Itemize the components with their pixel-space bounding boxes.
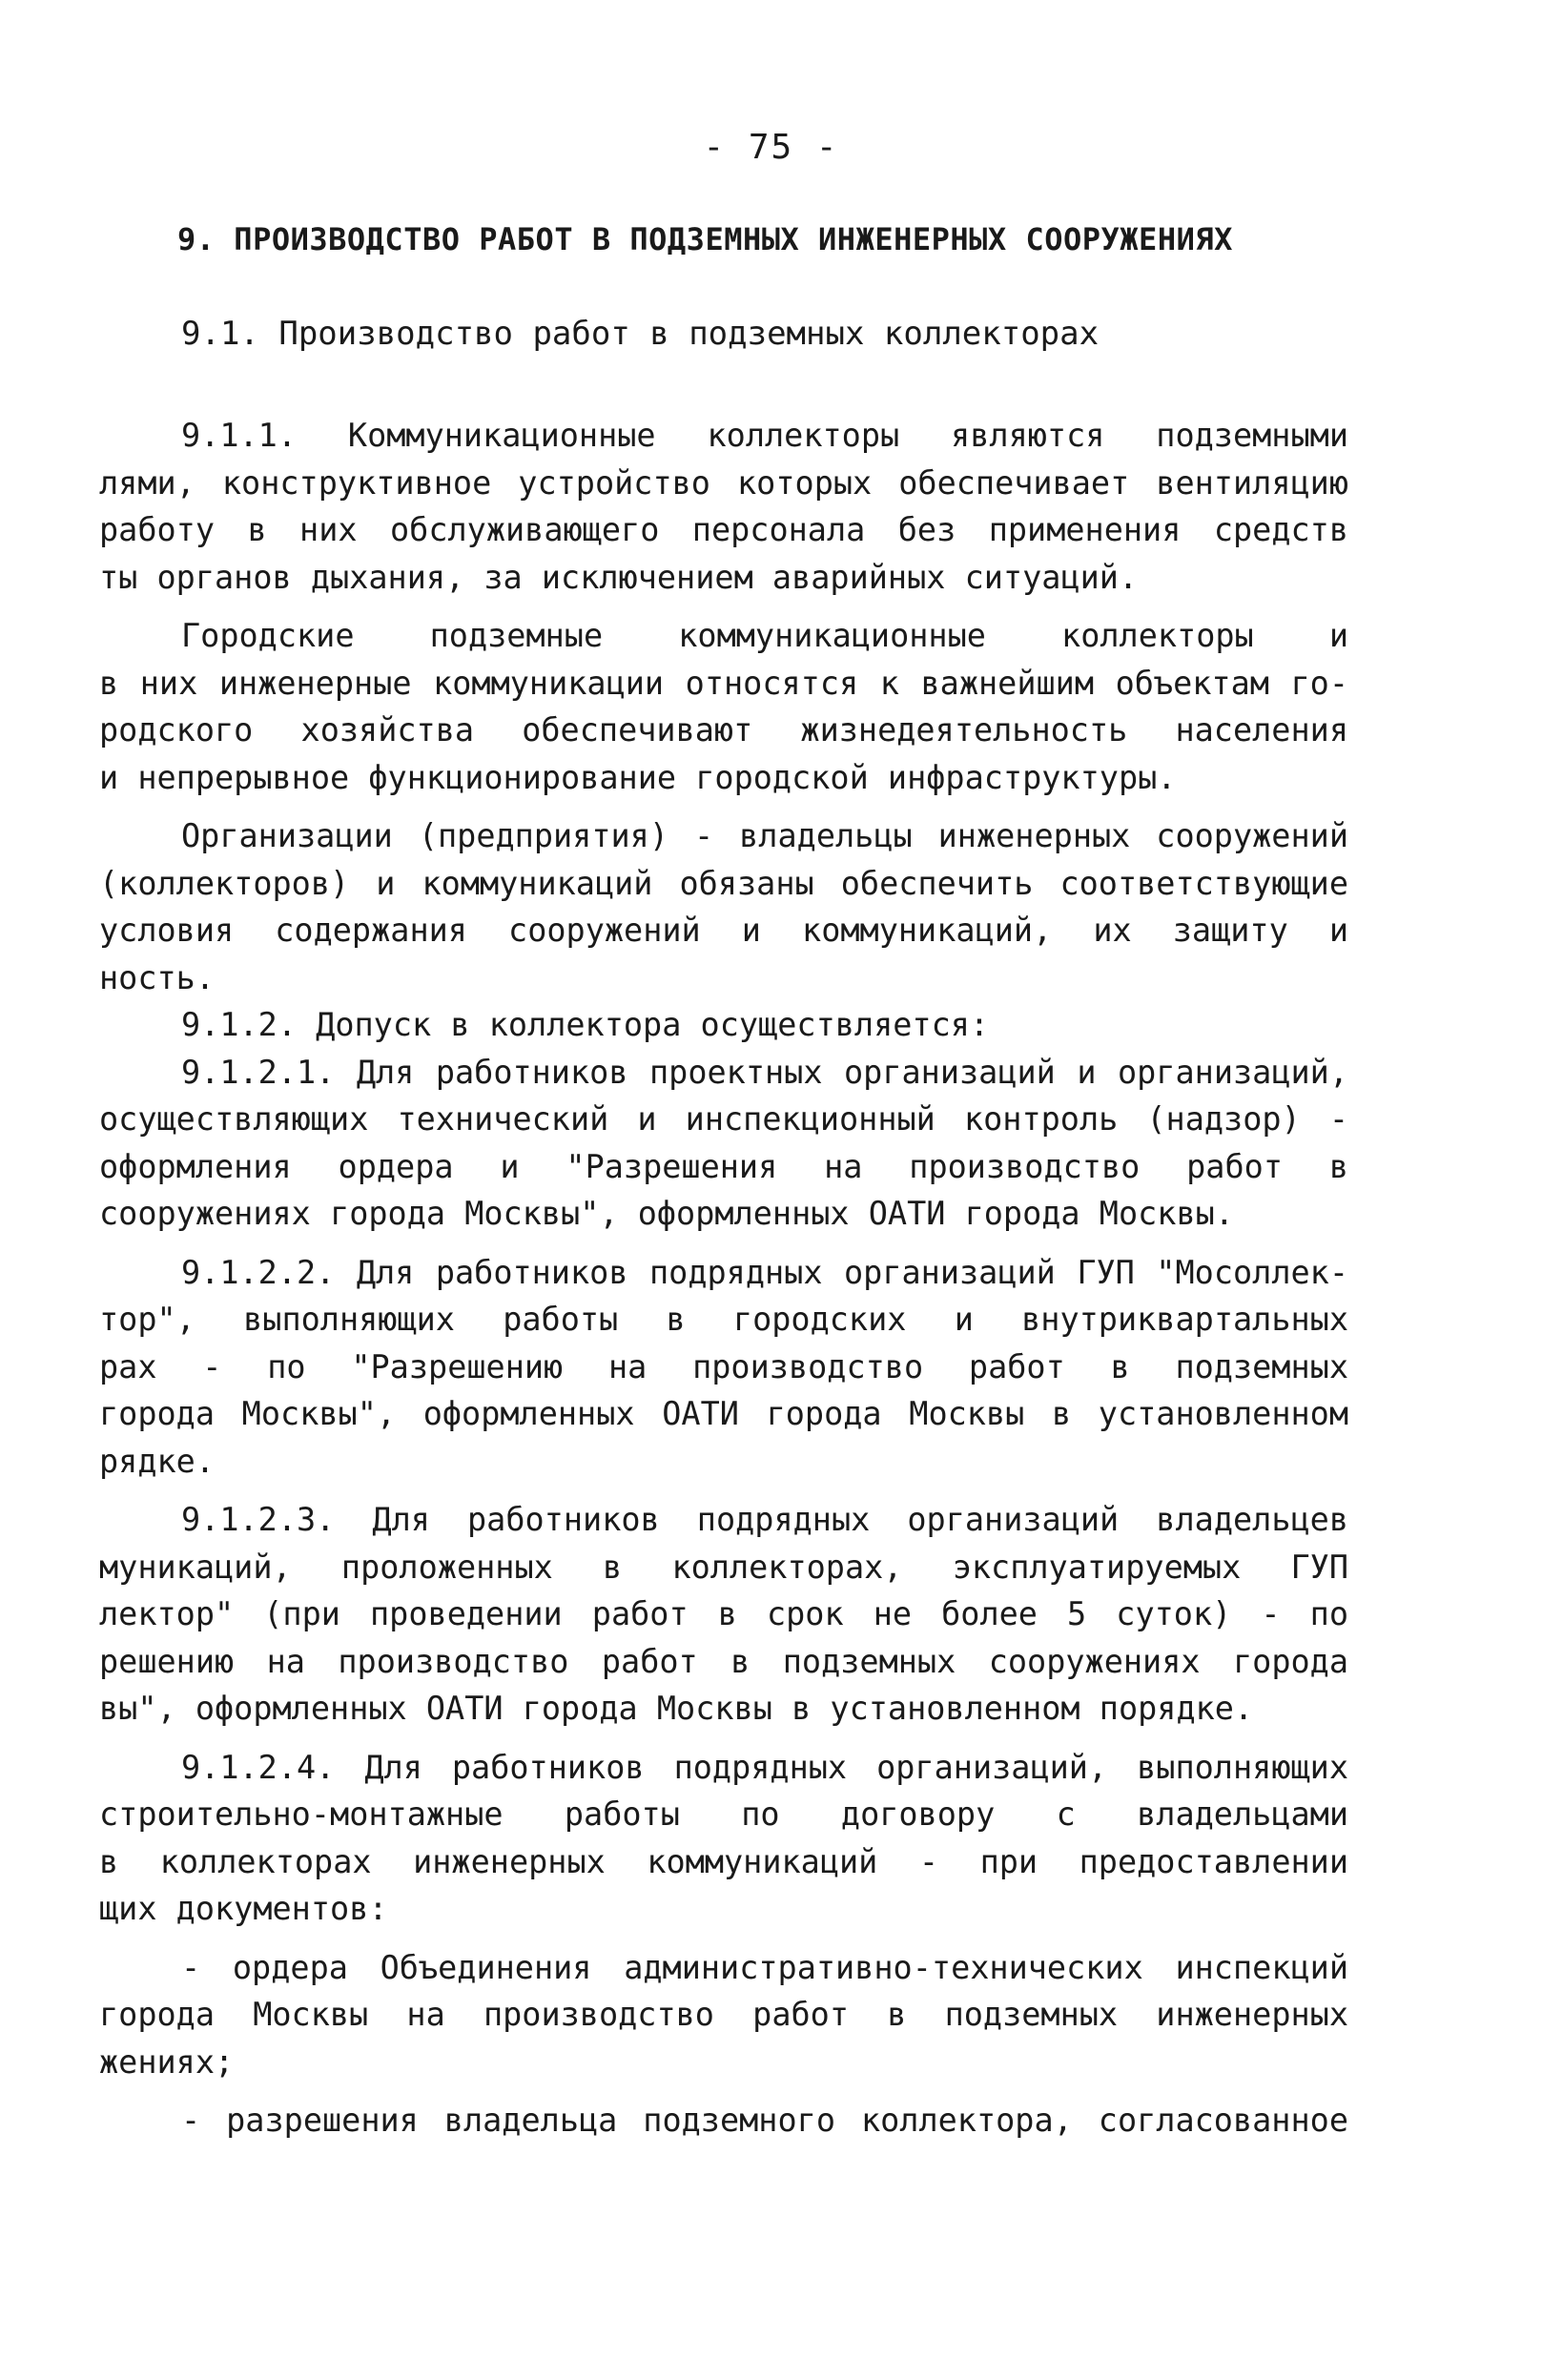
paragraph-line: работу в них обслуживающего персонала без применения средств — [99, 511, 1348, 548]
section-title: 9.1. Производство работ в подземных коллекторах — [181, 315, 1100, 353]
paragraph-line: города Москвы", оформленных ОАТИ города Москвы в установленном — [99, 1395, 1348, 1432]
paragraph-line: осуществляющих технический и инспекционный контроль (надзор) - — [99, 1100, 1348, 1138]
paragraph-line: в коллекторах инженерных коммуникаций - при предоставлении — [99, 1842, 1348, 1880]
paragraph-line: 9.1.2.2. Для работников подрядных организаций ГУП "Мосоллек- — [181, 1253, 1348, 1291]
chapter-title: 9. ПРОИЗВОДСТВО РАБОТ В ПОДЗЕМНЫХ ИНЖЕНЕРНЫХ СООРУЖЕНИЯХ — [177, 221, 1233, 257]
paragraph-line: и непрерывное функционирование городской инфраструктуры. — [99, 758, 1177, 796]
paragraph-line: 9.1.2.3. Для работников подрядных организаций владельцев — [181, 1501, 1348, 1538]
list-item-line: города Москвы на производство работ в подземных инженерных — [99, 1996, 1348, 2033]
paragraph-line: родского хозяйства обеспечивают жизнедеятельность населения — [99, 711, 1348, 749]
paragraph-line: условия содержания сооружений и коммуникаций, их защиту и — [99, 912, 1348, 949]
paragraph-line: ность. — [99, 958, 216, 996]
list-item-line: жениях; — [99, 2042, 235, 2081]
subsection-heading: 9.1.2. Допуск в коллектора осуществляется: — [181, 1006, 990, 1043]
page-number: - 75 - — [703, 128, 839, 167]
paragraph-line: рах - по "Разрешению на производство работ в подземных — [99, 1347, 1348, 1385]
paragraph-line: строительно-монтажные работы по договору с владельцами — [99, 1795, 1348, 1833]
paragraph-line: 9.1.2.1. Для работников проектных организаций и организаций, — [181, 1053, 1348, 1091]
paragraph-line: щих документов: — [99, 1890, 388, 1927]
paragraph-line: в них инженерные коммуникации относятся к важнейшим объектам го- — [99, 664, 1348, 702]
paragraph-line: оформления ордера и "Разрешения на производство работ в — [99, 1147, 1348, 1185]
paragraph-line: ты органов дыхания, за исключением аварийных ситуаций. — [99, 558, 1139, 596]
list-item-line: - ордера Объединения административно-технических инспекций — [181, 1948, 1348, 1986]
paragraph-line: сооружениях города Москвы", оформленных ОАТИ города Москвы. — [99, 1195, 1234, 1232]
list-item-line: - разрешения владельца подземного коллектора, согласованное — [181, 2102, 1348, 2139]
paragraph-line: решению на производство работ в подземных сооружениях города — [99, 1642, 1348, 1680]
paragraph-line: вы", оформленных ОАТИ города Москвы в установленном порядке. — [99, 1690, 1254, 1727]
body-text — [99, 412, 1348, 2144]
paragraph-line: рядке. — [99, 1442, 216, 1480]
paragraph-line: муникаций, проложенных в коллекторах, эксплуатируемых ГУП — [99, 1548, 1348, 1586]
paragraph-line: 9.1.1. Коммуникационные коллекторы являются подземными — [181, 417, 1348, 454]
paragraph-line: Организации (предприятия) - владельцы инженерных сооружений — [181, 817, 1348, 854]
paragraph-line: Городские подземные коммуникационные коллекторы и — [181, 617, 1348, 654]
paragraph-line: 9.1.2.4. Для работников подрядных организаций, выполняющих — [181, 1748, 1348, 1786]
paragraph-line: лями, конструктивное устройство которых обеспечивает вентиляцию — [99, 463, 1348, 502]
paragraph-line: (коллекторов) и коммуникаций обязаны обеспечить соответствующие — [99, 864, 1348, 902]
paragraph-line: лектор" (при проведении работ в срок не более 5 суток) - по — [99, 1595, 1348, 1632]
paragraph-line: тор", выполняющих работы в городских и внутриквартальных — [99, 1301, 1348, 1338]
